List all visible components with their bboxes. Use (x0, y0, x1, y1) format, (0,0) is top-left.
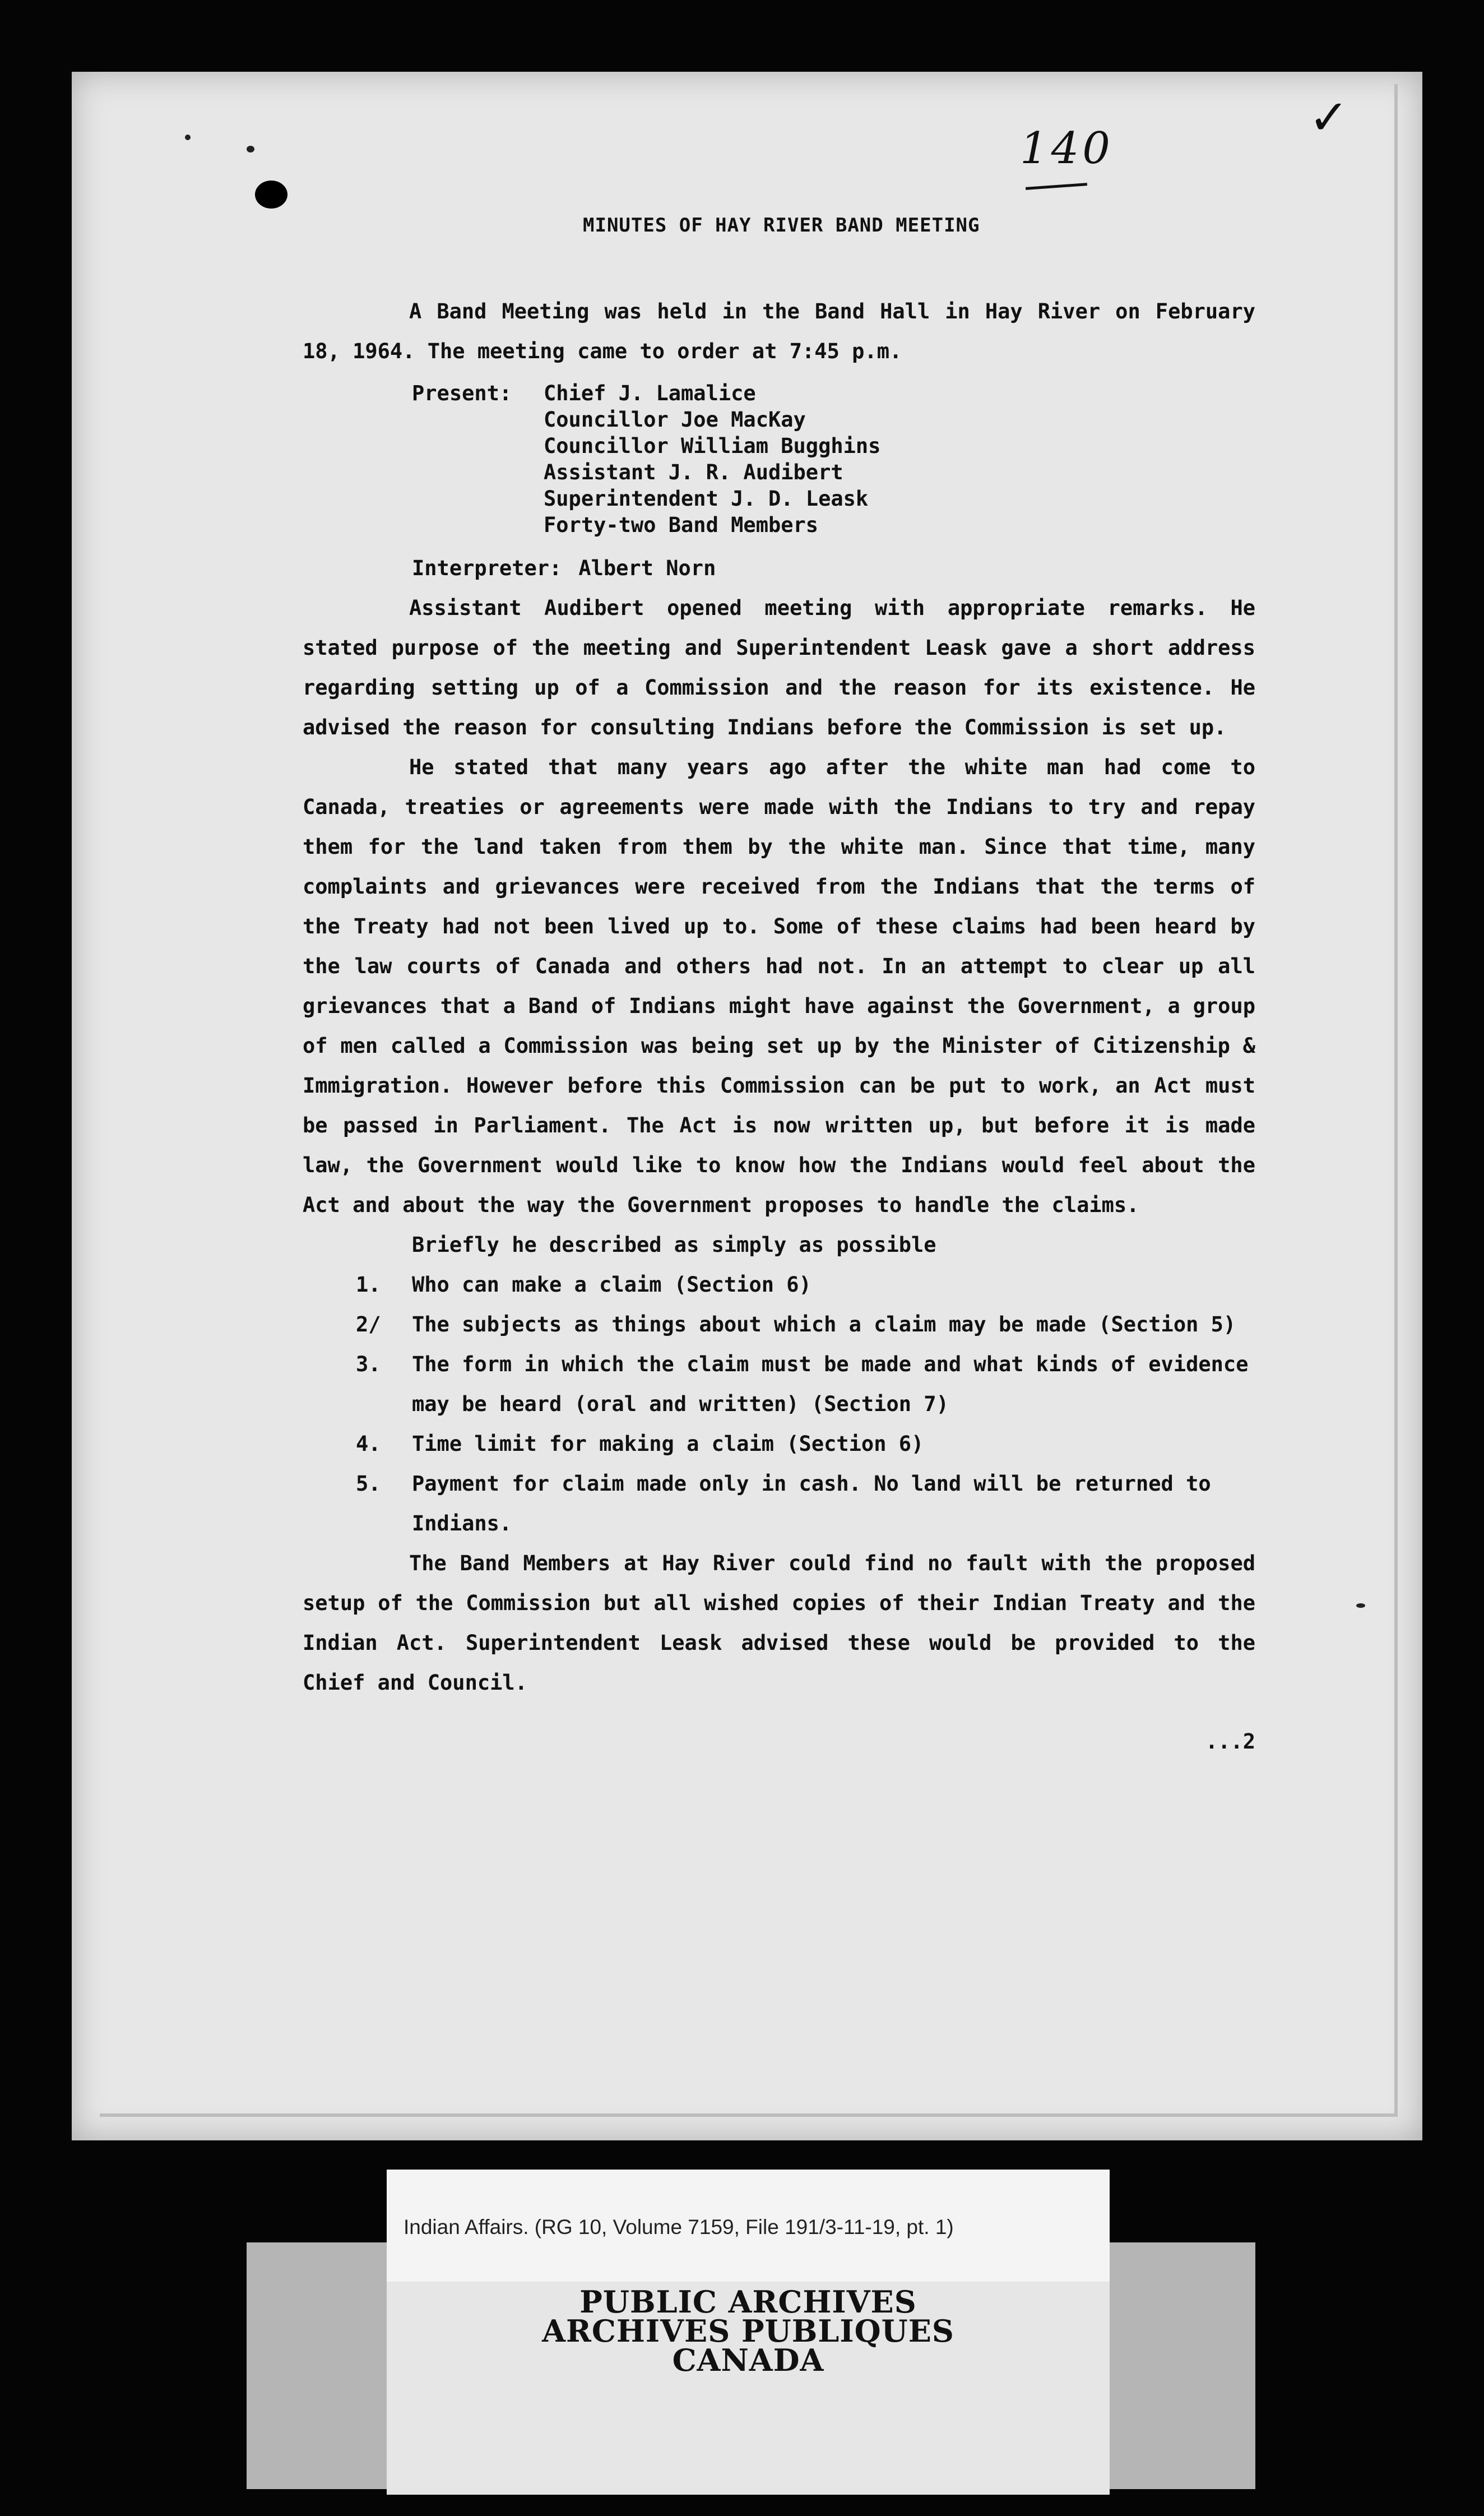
stamp-line: CANADA (672, 2342, 824, 2378)
list-item (356, 1265, 1255, 1305)
archive-stamp (387, 2284, 1110, 2378)
paragraph-band-response: The Band Members at Hay River could find no fault with the proposed setup of the Commission but all wished copies of their Indian Treaty and the Indian Act. Superintendent Leask advised these would be provided to the Chief and Council. (303, 1551, 1255, 1695)
document-body (303, 292, 1255, 1761)
archive-reference: Indian Affairs. (RG 10, Volume 7159, File 191/3-11-19, pt. 1) (404, 2216, 954, 2238)
stamp-line: PUBLIC ARCHIVES (579, 2284, 917, 2320)
list-text: Payment for claim made only in cash. No land will be returned to Indians. (412, 1472, 1211, 1535)
list-text: The form in which the claim must be made and what kinds of evidence may be heard (oral and written) (Section 7) (412, 1352, 1249, 1416)
list-item (356, 1464, 1255, 1543)
list-number: 2/ (356, 1312, 381, 1336)
list-intro: Briefly he described as simply as possible (412, 1233, 936, 1257)
list-number: 1. (356, 1273, 381, 1297)
attendee: Forty-two Band Members (544, 513, 819, 537)
list-item (356, 1344, 1255, 1424)
list-text: Time limit for making a claim (Section 6) (412, 1432, 924, 1456)
dust-speck (1356, 1603, 1365, 1608)
claim-points-list (303, 1265, 1255, 1543)
interpreter-line (412, 548, 1255, 588)
present-label: Present: (412, 381, 512, 405)
list-number: 5. (356, 1472, 381, 1496)
handwritten-page-number: 140 (1020, 123, 1114, 174)
continuation-marker: ...2 (1205, 1729, 1255, 1754)
list-item (356, 1305, 1255, 1344)
attendee: Assistant J. R. Audibert (544, 460, 843, 484)
list-item (356, 1424, 1255, 1464)
attendee: Chief J. Lamalice (544, 381, 756, 405)
interpreter-label: Interpreter: (412, 556, 562, 580)
attendee: Councillor William Bugghins (544, 434, 881, 458)
attendee-list (544, 380, 880, 538)
paragraph-opening-remarks: Assistant Audibert opened meeting with appropriate remarks. He stated purpose of the meeting and Superintendent Leask gave a short address regarding setting up of a Commission and the reason for its existence. He advised the reason for consulting Indians before the Commission is set up. (303, 596, 1255, 739)
stamp-line: ARCHIVES PUBLIQUES (542, 2313, 954, 2349)
dust-speck (185, 135, 191, 140)
dust-speck (247, 146, 254, 152)
attendee: Councillor Joe MacKay (544, 408, 806, 432)
interpreter-name: Albert Norn (578, 556, 716, 580)
list-number: 3. (356, 1352, 381, 1376)
check-mark-icon: ✓ (1309, 90, 1349, 146)
paragraph-treaty-background: He stated that many years ago after the white man had come to Canada, treaties or agreements were made with the Indians to try and repay them for the land taken from them by the white man. Since that time, many complaints and grievances were received from the Indians that the terms of the Treaty had not been lived up to. Some of these claims had been heard by the law courts of Canada and others had not. In an attempt to clear up all grievances that a Band of Indians might have against the Government, a group of men called a Commission was being set up by the Minister of Citizenship & Immigration. However before this Commission can be put to work, an Act must be passed in Parliament. The Act is now written up, but before it is made law, the Government would like to know how the Indians would feel about the Act and about the way the Government proposes to handle the claims. (303, 755, 1255, 1217)
list-text: Who can make a claim (Section 6) (412, 1273, 811, 1297)
list-number: 4. (356, 1432, 381, 1456)
opening-paragraph: A Band Meeting was held in the Band Hall in Hay River on February 18, 1964. The meeting came to order at 7:45 p.m. (303, 299, 1255, 363)
ink-blot (255, 181, 287, 209)
attendee: Superintendent J. D. Leask (544, 487, 869, 511)
attendance-block (412, 371, 1255, 548)
document-title: MINUTES OF HAY RIVER BAND MEETING (583, 214, 980, 237)
list-text: The subjects as things about which a claim may be made (Section 5) (412, 1312, 1236, 1336)
